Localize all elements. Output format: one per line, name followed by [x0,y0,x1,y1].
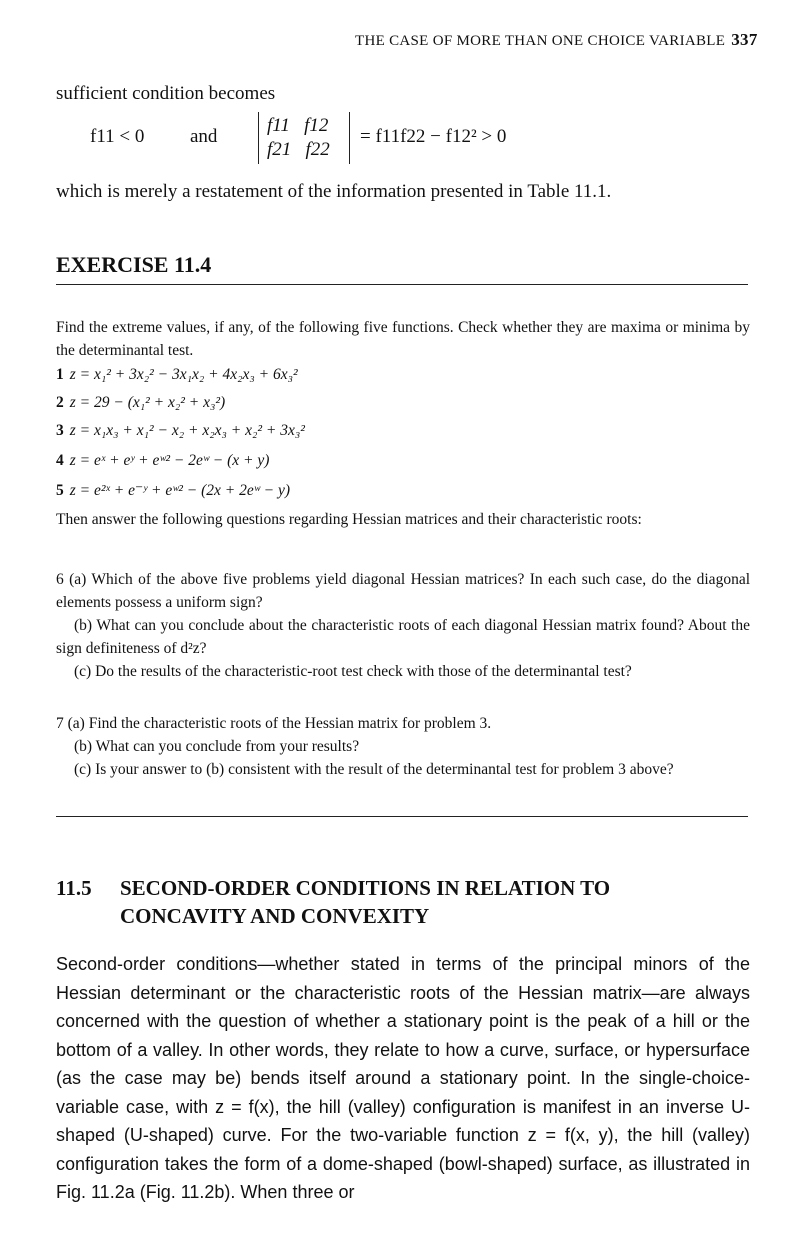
problem-text: z = eˣ + eʸ + eʷ² − 2eʷ − (x + y) [69,452,270,469]
condition-right: = f11f22 − f12² > 0 [360,126,507,147]
section-heading [56,874,756,934]
determinant [258,112,350,164]
section-title-line-2: CONCAVITY AND CONVEXITY [120,904,430,928]
problem-2 [56,392,225,414]
running-header-title: THE CASE OF MORE THAN ONE CHOICE VARIABLE [355,33,726,49]
question-6a: 6 (a) Which of the above five problems yield diagonal Hessian matrices? In each such case, do the diagonal elements possess a uniform sign? [56,571,750,611]
intro-line-1: sufficient condition becomes [56,83,276,104]
and-word: and [190,126,218,147]
problem-number: 3 [56,422,64,439]
problem-number: 4 [56,452,64,469]
problem-5 [56,480,290,502]
problem-text: z = x₁² + 3x₂² − 3x₁x₂ + 4x₂x₃ + 6x₃² [69,366,298,383]
problem-3 [56,420,305,442]
page-number: 337 [731,30,758,49]
exercise-bottom-rule [56,816,748,817]
section-paragraph: Second-order conditions—whether stated in terms of the principal minors of the Hessian determinant or the characteristic roots of the Hessian matrix—are always concerned with the question of whether a stationary point is the peak of a hill or the bottom of a valley. In other words, they relate to how a curve, surface, or hypersurface (as the case may be) bends itself around a stationary point. In the single-choice-variable case, with z = f(x), the hill (valley) configuration is manifest in an inverse U-shaped (U-shaped) curve. For the two-variable function z = f(x, y), the hill (valley) configuration takes the form of a dome-shaped (bowl-shaped) surface, as illustrated in Fig. 11.2a (Fig. 11.2b). When three or [56,954,750,1202]
problem-text: z = x₁x₃ + x₁² − x₂ + x₂x₃ + x₂² + 3x₃² [69,422,305,439]
question-6c: (c) Do the results of the characteristic-root test check with those of the determinantal test? [74,663,632,680]
exercise-top-rule [56,284,748,285]
problem-number: 2 [56,394,64,411]
question-7b: (b) What can you conclude from your results? [74,738,360,755]
determinant-condition [90,112,730,172]
determinant-row-1: f11 f12 [267,115,329,136]
problem-text: z = 29 − (x₁² + x₂² + x₃²) [69,394,226,411]
problem-text: z = e²ˣ + e⁻ʸ + eʷ² − (2x + 2eʷ − y) [69,482,291,499]
questions-intro: Then answer the following questions regarding Hessian matrices and their characteristic roots: [56,511,642,528]
problem-number: 5 [56,482,64,499]
problem-number: 1 [56,366,64,383]
running-header [355,30,758,50]
exercise-heading: EXERCISE 11.4 [56,252,212,277]
section-title-line-1: SECOND-ORDER CONDITIONS IN RELATION TO [120,876,611,900]
exercise-instructions: Find the extreme values, if any, of the following five functions. Check whether they are maxima or minima by the determinantal test. [56,319,750,359]
problem-1 [56,364,298,386]
determinant-row-2: f21 f22 [267,139,330,160]
question-7c: (c) Is your answer to (b) consistent with the result of the determinantal test for problem 3 above? [74,761,674,778]
problem-4 [56,450,269,472]
question-6b: (b) What can you conclude about the characteristic roots of each diagonal Hessian matrix found? About the sign definiteness of d²z? [56,617,750,657]
question-7a: 7 (a) Find the characteristic roots of the Hessian matrix for problem 3. [56,715,492,732]
condition-left: f11 < 0 [90,126,145,147]
section-number: 11.5 [56,876,92,900]
intro-line-2: which is merely a restatement of the information presented in Table 11.1. [56,181,612,202]
